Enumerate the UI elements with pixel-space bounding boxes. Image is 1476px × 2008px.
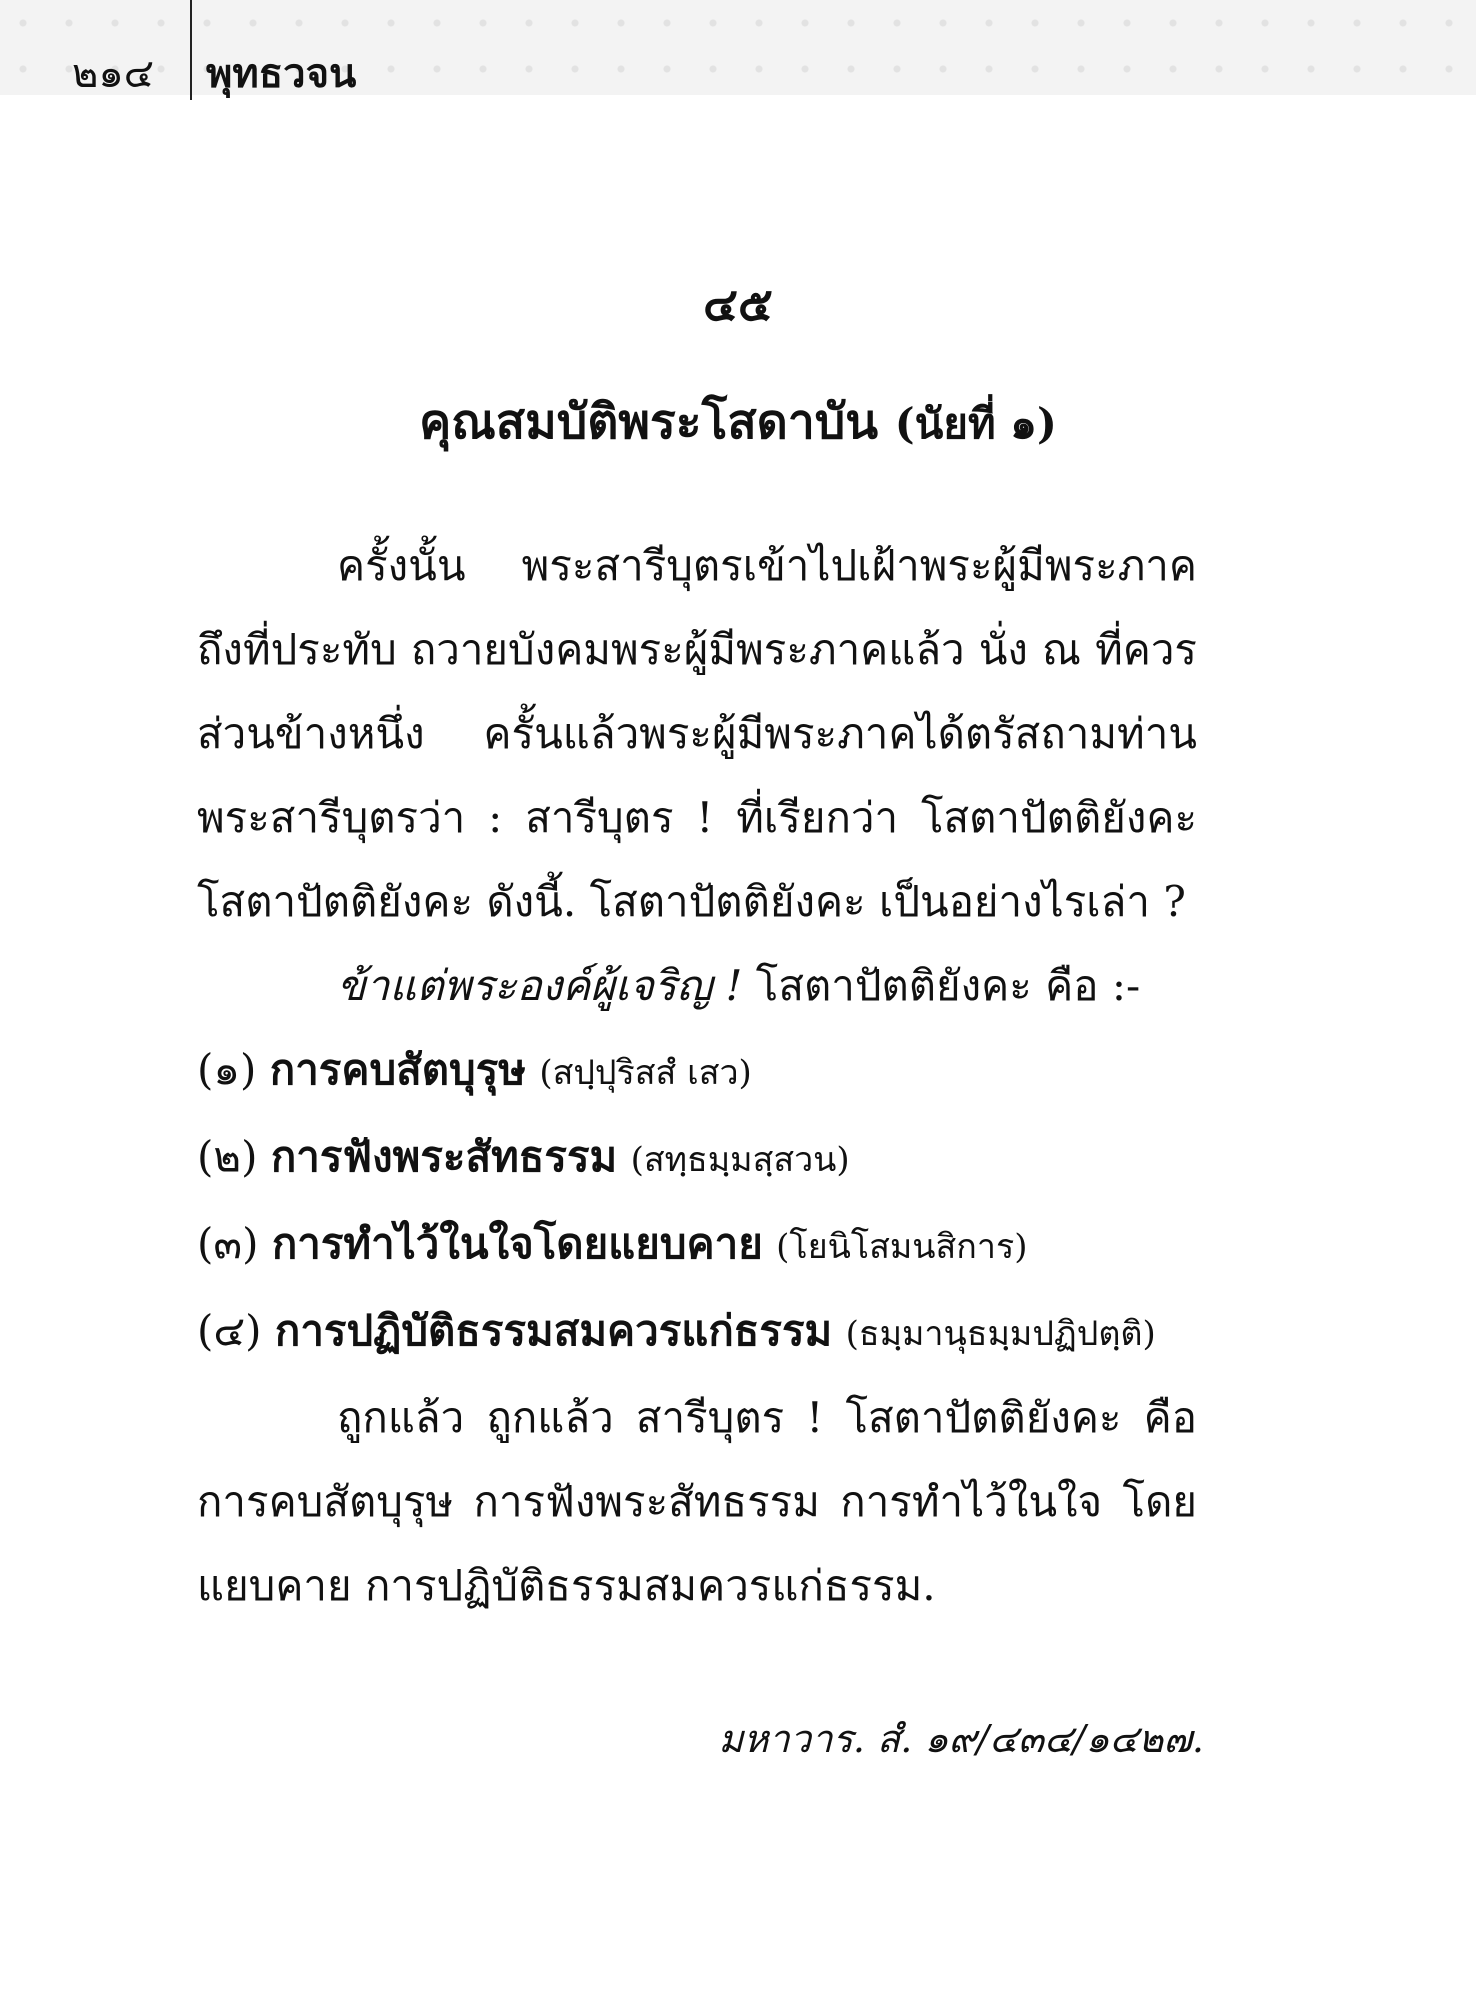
- item-pali: (ธมฺมานุธมฺมปฏิปตฺติ): [845, 1314, 1156, 1354]
- page-number: ๒๑๔: [72, 51, 155, 97]
- item-number: (๔): [197, 1306, 262, 1355]
- item-label: การฟังพระสัทธรรม: [270, 1132, 618, 1181]
- source-reference: มหาวาร. สํ. ๑๙/๔๓๔/๑๔๒๗.: [718, 1717, 1204, 1761]
- header-divider: [190, 0, 192, 100]
- paragraph-closing: ถูกแล้ว ถูกแล้ว สารีบุตร ! โสตาปัตติยังคะ คือ การคบสัตบุรุษ การฟังพระสัทธรรม การทำไว้ในใจ โดยแยบคาย การปฏิบัติธรรมสมควรแก่ธรรม.: [197, 1393, 1197, 1610]
- list-item: [197, 1115, 1197, 1202]
- item-pali: (สทฺธมฺมสฺสวน): [630, 1140, 850, 1180]
- answer-intro: ข้าแต่พระองค์ผู้เจริญ !: [337, 961, 743, 1010]
- list-item: [197, 1202, 1197, 1289]
- item-pali: (โยนิโสมนสิการ): [776, 1227, 1028, 1267]
- section-number: ๔๕: [703, 277, 773, 331]
- item-number: (๓): [197, 1219, 259, 1268]
- body-text: [197, 524, 1197, 1628]
- section-title-text: คุณสมบัติพระโสดาบัน: [419, 394, 879, 450]
- running-title: พุทธวจน: [206, 50, 357, 97]
- answer-text: โสตาปัตติยังคะ คือ :-: [755, 961, 1141, 1010]
- list-item: [197, 1028, 1197, 1115]
- item-label: การทำไว้ในใจโดยแยบคาย: [271, 1219, 763, 1268]
- list-item: [197, 1289, 1197, 1376]
- item-pali: (สปฺปุริสสํ เสว): [539, 1053, 752, 1093]
- item-label: การคบสัตบุรุษ: [269, 1045, 526, 1094]
- section-title: [0, 392, 1476, 454]
- section-title-suffix: (นัยที่ ๑): [894, 399, 1057, 448]
- item-label: การปฏิบัติธรรมสมควรแก่ธรรม: [274, 1306, 833, 1355]
- item-number: (๒): [197, 1132, 258, 1181]
- answer-line: [197, 944, 1197, 1028]
- paragraph-opening: ครั้งนั้น พระสารีบุตรเข้าไปเฝ้าพระผู้มีพระภาค ถึงที่ประทับ ถวายบังคมพระผู้มีพระภาคแล้ว นั่ง ณ ที่ควร ส่วนข้างหนึ่ง ครั้นแล้วพระผู้มีพระภาคได้ตรัสถามท่าน พระสารีบุตรว่า : สารีบุตร ! ที่เรียกว่า โสตาปัตติยังคะ โสตาปัตติยังคะ ดังนี้. โสตาปัตติยังคะ เป็นอย่างไรเล่า ?: [197, 541, 1197, 926]
- item-number: (๑): [197, 1045, 257, 1094]
